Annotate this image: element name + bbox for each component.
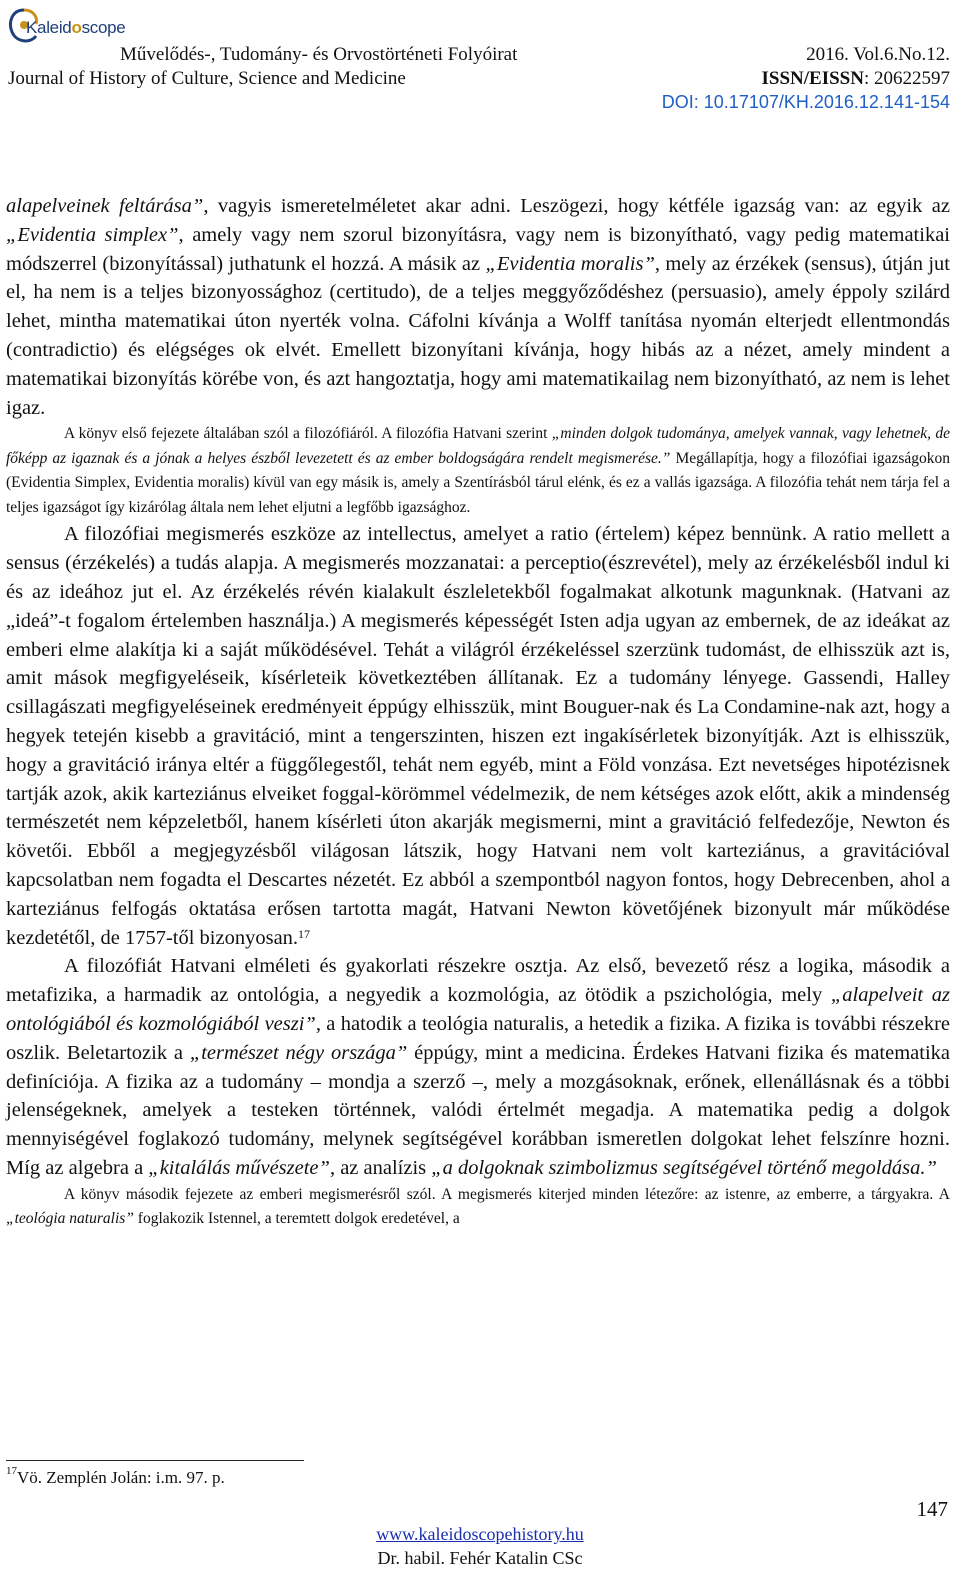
footer-author: Dr. habil. Fehér Katalin CSc (377, 1548, 583, 1568)
page-header (0, 0, 960, 120)
logo-text: Kaleidoscope (26, 18, 126, 37)
journal-issn: ISSN/EISSN: 20622597 (761, 68, 950, 89)
paragraph-5: A könyv második fejezete az emberi megismerésről szól. A megismerés kiterjed minden létezőre: az istenre, az emberre, a tárgyakra. A „teológia naturalis” foglakozik Istennel, a teremtett dolgok eredetével, a (6, 1185, 950, 1228)
website-link[interactable]: www.kaleidoscopehistory.hu (376, 1524, 584, 1544)
article-body (6, 192, 950, 1232)
paragraph-3: A filozófiai megismerés eszköze az intellectus, amelyet a ratio (értelem) képez bennünk. A ratio mellett a sensus (érzékelés) a tudás alapja. A megismerés mozzanatai: a perceptio(észrevétel), mely az érzékelésből indul ki és az ideához jut el. Az érzékelés révén kialakult észleletekből fogalmakat alkotunk magunknak. (Hatvani az „ideá”-t fogalom értelemben használja.) A megismerés képességét Isten adja ugyan az embernek, de az ideákat az emberi elme alakítja ki a saját működésével. Tehát a világról érzékeléssel szerzünk tudomást, de elhisszük azt is, amit mások megfigyeléseik, kísérleteik következtében állítanak. Ez a tudomány lényege. Gassendi, Halley csillagászati megfigyeléseinek eredményeit éppúgy elhisszük, mint Bouguer-nak és La Condamine-nak azt, hogy a hegyek tetején kisebb a gravitáció, mint a tengerszinten, hiszen ezt ingakísérletek bizonyítják. Azt is elhisszük, hogy a gravitáció iránya eltér a függőlegestől, tehát nem egyéb, mint a Föld vonzása. Ezt nevetséges hipotézisnek tartják azok, akik karteziánus elveiket foggal-körömmel védelmezik, de nem kétséges azok előtt, akik a mindenség természetét nem képzeletből, hanem kísérleti úton akarják megismerni, mint a gravitáció felfedezője, Newton és követői. Ebből a megjegyzésből világosan látszik, hogy Hatvani nem volt karteziánus, a gravitációval kapcsolatban nem fogadta el Descartes nézetét. Ez abból a szempontból nagyon fontos, hogy Debrecenben, ahol a karteziánus felfogás oktatása erősen tartotta magát, Hatvani Newton követőjének bizonyult már működése kezdetétől, de 1757-től bizonyosan.$^{17}$ (6, 523, 950, 949)
article-doi[interactable]: DOI: 10.17107/KH.2016.12.141-154 (661, 92, 950, 112)
paragraph-2: A könyv első fejezete általában szól a filozófiáról. A filozófia Hatvani szerint „minden dolgok tudománya, amelyek vannak, vagy lehetnek, de főképp az igaznak és a jónak a helyes észből levezetett és az ember boldogságára rendelt megismerése.” Megállapítja, hogy a filozófiai igazságokon (Evidentia Simplex, Evidentia moralis) kívül van egy másik is, amely a Szentírásból tárul elénk, és ez a vallás igazsága. A filozófia tehát nem tárja fel a teljes igazságot így kizárólag általa nem lehet eljutni a legfőbb igazsághoz. (6, 425, 951, 516)
journal-title-english: Journal of History of Culture, Science and Medicine (8, 68, 406, 89)
kaleidoscope-logo[interactable] (4, 4, 126, 48)
footnote-divider (6, 1460, 304, 1461)
journal-title-hungarian: Művelődés-, Tudomány- és Orvostörténeti Folyóirat (120, 44, 518, 65)
page-number: 147 (916, 1497, 948, 1521)
footnote: $^{17}$Vö. Zemplén Jolán: i.m. 97. p. (6, 1465, 225, 1487)
footnote-ref[interactable]: 17 (298, 926, 311, 941)
paragraph-1: alapelveinek feltárása”, vagyis ismeretelméletet akar adni. Leszögezi, hogy kétféle igazság van: az egyik az „Evidentia simplex”, amely vagy nem szorul bizonyításra, vagy nem is bizonyítható, vagy pedig matematikai módszerrel (bizonyítással) juthatunk el hozzá. A másik az „Evidentia moralis”, mely az érzékek (sensus), útján jut el, ha nem is a teljes bizonyossághoz (certitudo), de a teljes meggyőződéshez (persuasio), amely éppoly szilárd lehet, mintha matematikai úton nyerték volna. Cáfolni kívánja a Wolff tanítása nyomán elterjedt ellentmondás (contradictio) és elégséges ok elvét. Emellett bizonyítani kívánja, hogy hibás az a nézet, amely mindent a matematikai bizonyítás körébe von, és azt hangoztatja, hogy ami matematikailag nem bizonyítható, az nem is lehet igaz. (6, 195, 950, 419)
journal-volume: 2016. Vol.6.No.12. (806, 44, 950, 65)
paragraph-4: A filozófiát Hatvani elméleti és gyakorlati részekre osztja. Az első, bevezető rész a logika, második a metafizika, a harmadik az ontológia, a negyedik a kozmológia, az ötödik a pszichológia, mely „alapelveit az ontológiából és kozmológiából veszi”, a hatodik a teológia naturalis, a hetedik a fizika. A fizika is további részekre oszlik. Beletartozik a „természet négy országa” éppúgy, mint a medicina. Érdekes Hatvani fizika és matematika definíciója. A fizika az a tudomány – mondja a szerző –, mely a mozgásoknak, erőnek, ellenállásnak és a többi jelenségeknek, amelyek a testeken történnek, valódi értelmét megadja. A matematika pedig a dolgok mennyiségével foglakozó tudomány, melynek segítségével korábban ismeretlen dolgokat lehet felszínre hozni. Míg az algebra a „kitalálás művészete”, az analízis „a dolgoknak szimbolizmus segítségével történő megoldása.” (6, 955, 951, 1179)
